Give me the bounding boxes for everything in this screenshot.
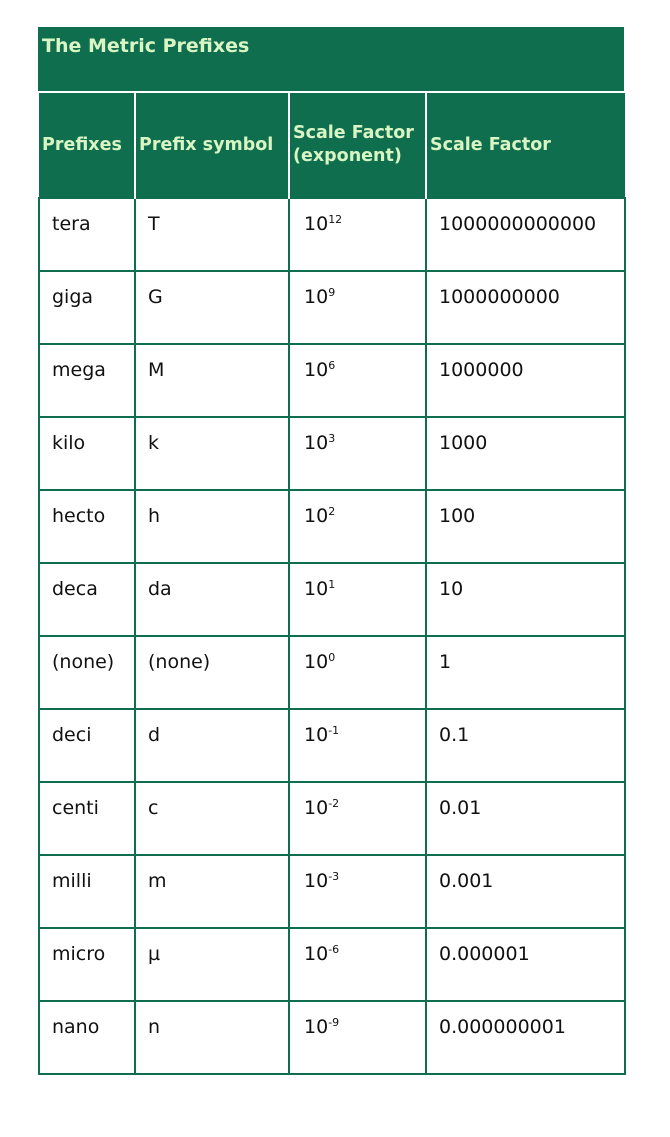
exponent-cell xyxy=(289,855,426,928)
factor-cell: 1000 xyxy=(426,417,625,490)
exponent-cell xyxy=(289,1001,426,1074)
exponent-power: 0 xyxy=(328,651,336,664)
table-row xyxy=(39,928,625,1001)
header-prefixes: Prefixes xyxy=(39,93,135,198)
exponent-cell xyxy=(289,563,426,636)
symbol-cell: (none) xyxy=(135,636,289,709)
header-scale-factor: Scale Factor xyxy=(426,93,625,198)
prefix-cell: hecto xyxy=(39,490,135,563)
prefix-cell: tera xyxy=(39,198,135,271)
factor-cell: 0.001 xyxy=(426,855,625,928)
table-row xyxy=(39,709,625,782)
symbol-cell: T xyxy=(135,198,289,271)
header-prefix-symbol: Prefix symbol xyxy=(135,93,289,198)
exponent-cell xyxy=(289,782,426,855)
prefix-cell: mega xyxy=(39,344,135,417)
header-exponent-line2: (exponent) xyxy=(293,146,402,166)
table-header xyxy=(39,93,625,198)
exponent-base: 10 xyxy=(304,578,329,600)
symbol-cell: d xyxy=(135,709,289,782)
exponent-base: 10 xyxy=(304,1016,329,1038)
header-exponent-line1: Scale Factor xyxy=(293,123,414,144)
table-row xyxy=(39,855,625,928)
factor-cell: 100 xyxy=(426,490,625,563)
exponent-power: -2 xyxy=(328,797,340,810)
symbol-cell: µ xyxy=(135,928,289,1001)
factor-cell: 0.000001 xyxy=(426,928,625,1001)
table-row xyxy=(39,636,625,709)
symbol-cell: k xyxy=(135,417,289,490)
symbol-cell: m xyxy=(135,855,289,928)
symbol-cell: da xyxy=(135,563,289,636)
table-row xyxy=(39,271,625,344)
symbol-cell: c xyxy=(135,782,289,855)
factor-cell: 1000000 xyxy=(426,344,625,417)
exponent-cell xyxy=(289,636,426,709)
factor-cell: 0.1 xyxy=(426,709,625,782)
exponent-power: -9 xyxy=(328,1016,340,1029)
factor-cell: 1 xyxy=(426,636,625,709)
exponent-power: -3 xyxy=(328,870,340,883)
symbol-cell: M xyxy=(135,344,289,417)
header-scale-factor-exponent xyxy=(289,93,426,198)
exponent-cell xyxy=(289,417,426,490)
factor-cell: 0.01 xyxy=(426,782,625,855)
header-row xyxy=(39,93,625,198)
factor-cell: 1000000000000 xyxy=(426,198,625,271)
factor-cell: 10 xyxy=(426,563,625,636)
exponent-cell xyxy=(289,490,426,563)
exponent-base: 10 xyxy=(304,870,329,892)
exponent-base: 10 xyxy=(304,432,329,454)
exponent-power: 3 xyxy=(328,432,336,445)
symbol-cell: G xyxy=(135,271,289,344)
exponent-power: 9 xyxy=(328,286,336,299)
exponent-power: 12 xyxy=(328,213,343,226)
prefix-cell: micro xyxy=(39,928,135,1001)
symbol-cell: n xyxy=(135,1001,289,1074)
exponent-base: 10 xyxy=(304,943,329,965)
prefix-cell: deci xyxy=(39,709,135,782)
exponent-cell xyxy=(289,198,426,271)
exponent-base: 10 xyxy=(304,797,329,819)
exponent-base: 10 xyxy=(304,286,329,308)
table-row xyxy=(39,344,625,417)
exponent-power: -1 xyxy=(328,724,340,737)
exponent-cell xyxy=(289,271,426,344)
exponent-base: 10 xyxy=(304,213,329,235)
table-row xyxy=(39,1001,625,1074)
prefix-cell: milli xyxy=(39,855,135,928)
table-body xyxy=(39,198,625,1074)
prefix-cell: nano xyxy=(39,1001,135,1074)
exponent-base: 10 xyxy=(304,505,329,527)
prefix-cell: kilo xyxy=(39,417,135,490)
exponent-cell xyxy=(289,344,426,417)
table-row xyxy=(39,417,625,490)
prefix-cell: deca xyxy=(39,563,135,636)
table-row xyxy=(39,490,625,563)
prefix-cell: (none) xyxy=(39,636,135,709)
factor-cell: 1000000000 xyxy=(426,271,625,344)
exponent-power: -6 xyxy=(328,943,340,956)
exponent-base: 10 xyxy=(304,651,329,673)
symbol-cell: h xyxy=(135,490,289,563)
exponent-cell xyxy=(289,928,426,1001)
exponent-power: 1 xyxy=(328,578,336,591)
exponent-base: 10 xyxy=(304,724,329,746)
prefix-cell: centi xyxy=(39,782,135,855)
exponent-power: 2 xyxy=(328,505,336,518)
table-row xyxy=(39,782,625,855)
factor-cell: 0.000000001 xyxy=(426,1001,625,1074)
table-row xyxy=(39,198,625,271)
exponent-power: 6 xyxy=(328,359,336,372)
table-row xyxy=(39,563,625,636)
exponent-cell xyxy=(289,709,426,782)
table-title: The Metric Prefixes xyxy=(38,27,624,91)
metric-prefixes-table-container xyxy=(38,27,624,1075)
prefix-cell: giga xyxy=(39,271,135,344)
metric-prefixes-table xyxy=(38,93,626,1075)
exponent-base: 10 xyxy=(304,359,329,381)
